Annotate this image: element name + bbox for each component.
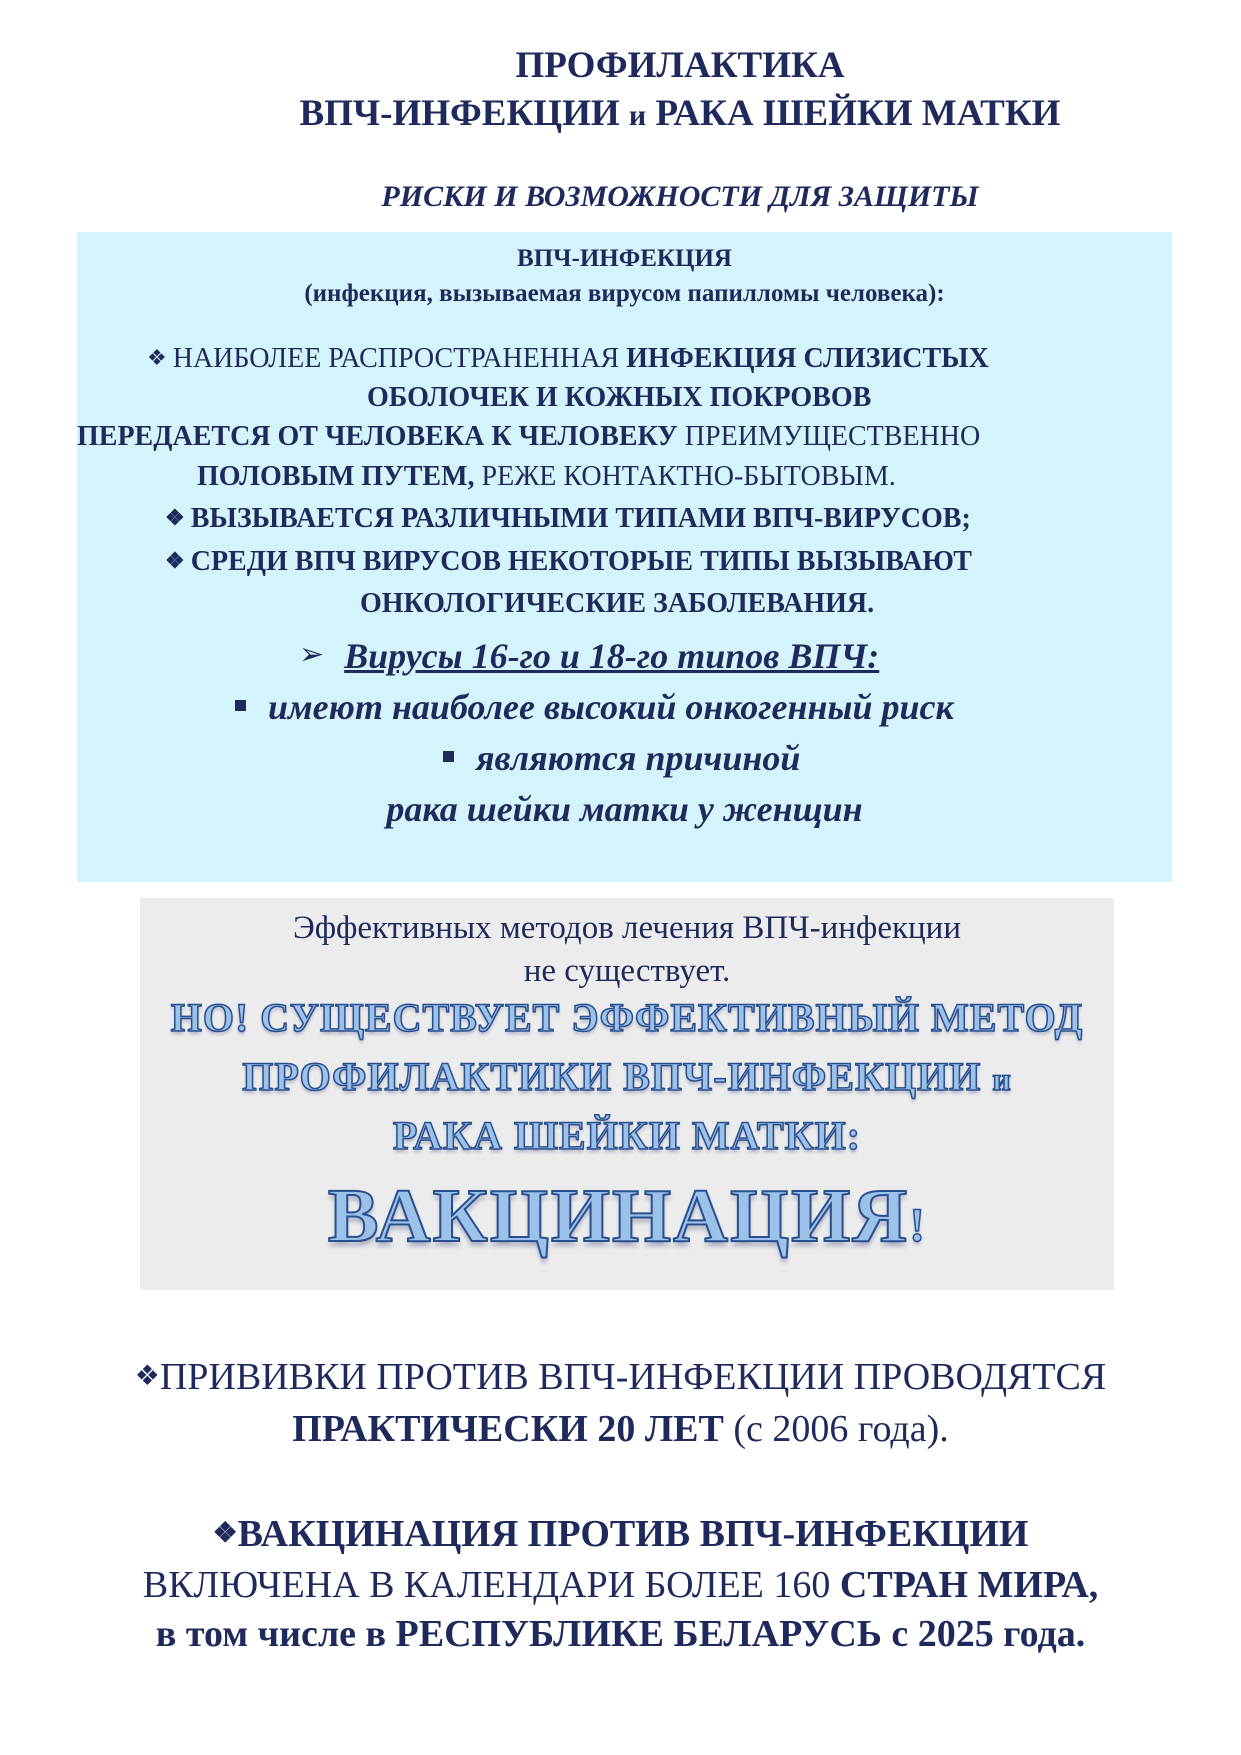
risk-item-1 bbox=[235, 688, 954, 728]
belarus-name: РЕСПУБЛИКЕ БЕЛАРУСЬ bbox=[395, 1613, 882, 1655]
title-hpv: ВПЧ-ИНФЕКЦИИ bbox=[299, 93, 620, 134]
bullet-types-text: ВЫЗЫВАЕТСЯ РАЗЛИЧНЫМИ ТИПАМИ ВПЧ-ВИРУСОВ; bbox=[190, 503, 971, 534]
effective-method-line2-text: ПРОФИЛАКТИКИ ВПЧ-ИНФЕКЦИИ bbox=[242, 1054, 982, 1099]
sexual-route-rest: РЕЖЕ КОНТАКТНО-БЫТОВЫМ. bbox=[474, 461, 896, 492]
transmission-rest: ПРЕИМУЩЕСТВЕННО bbox=[677, 421, 981, 452]
risk-item-2 bbox=[443, 739, 800, 779]
bullet-most-common-text: НАИБОЛЕЕ РАСПРОСТРАНЕННАЯ bbox=[172, 343, 627, 374]
diamond-bullet-icon: ❖ bbox=[212, 1518, 238, 1549]
effective-method-line1: НО! СУЩЕСТВУЕТ ЭФФЕКТИВНЫЙ МЕТОД bbox=[170, 995, 1084, 1040]
diamond-bullet-icon: ❖ bbox=[147, 345, 167, 370]
effective-method-line3: РАКА ШЕЙКИ МАТКИ: bbox=[392, 1113, 862, 1158]
vaccination-calendar-line2 bbox=[0, 1563, 1241, 1607]
square-bullet-icon bbox=[235, 700, 246, 711]
belarus-year: с 2025 года. bbox=[881, 1613, 1086, 1655]
vaccination-exclamation: ! bbox=[909, 1199, 927, 1252]
no-treatment-line2: не существует. bbox=[523, 953, 731, 989]
vaccination-panel bbox=[140, 898, 1114, 1290]
diamond-bullet-icon: ❖ bbox=[165, 505, 185, 530]
page-title-line2 bbox=[0, 92, 1241, 135]
virus-types-heading bbox=[299, 637, 879, 677]
page-subtitle: РИСКИ И ВОЗМОЖНОСТИ ДЛЯ ЗАЩИТЫ bbox=[381, 180, 979, 213]
calendar-countries-plain: ВКЛЮЧЕНА В КАЛЕНДАРИ БОЛЕЕ 160 bbox=[142, 1564, 840, 1606]
belarus-prefix: в том числе в bbox=[155, 1613, 396, 1655]
vaccination-history-text: ПРИВИВКИ ПРОТИВ ВПЧ-ИНФЕКЦИИ ПРОВОДЯТСЯ bbox=[159, 1356, 1107, 1398]
diamond-bullet-icon: ❖ bbox=[165, 548, 185, 573]
no-treatment-line1: Эффективных методов лечения ВПЧ-инфекции bbox=[293, 910, 961, 946]
title-cancer: РАКА ШЕЙКИ МАТКИ bbox=[655, 93, 1061, 134]
risk-item-2-text: являются причиной bbox=[476, 738, 801, 778]
bullet-most-common bbox=[147, 344, 989, 375]
vaccination-history-line1 bbox=[0, 1355, 1241, 1399]
risk-item-2-line2 bbox=[77, 790, 1172, 830]
hpv-info-panel bbox=[77, 232, 1172, 882]
diamond-bullet-icon: ❖ bbox=[134, 1361, 160, 1392]
vaccination-years-bold: ПРАКТИЧЕСКИ 20 ЛЕТ bbox=[292, 1408, 724, 1450]
calendar-countries-bold: СТРАН МИРА, bbox=[839, 1564, 1099, 1606]
transmission-bold: ПЕРЕДАЕТСЯ ОТ ЧЕЛОВЕКА К ЧЕЛОВЕКУ bbox=[77, 421, 678, 452]
title-and: и bbox=[628, 99, 647, 132]
vaccination-calendar-line3 bbox=[0, 1612, 1241, 1656]
square-bullet-icon bbox=[443, 751, 454, 762]
vaccination-history-line2 bbox=[0, 1407, 1241, 1451]
vaccination-calendar-line1 bbox=[0, 1512, 1241, 1556]
bullet-types bbox=[165, 504, 971, 535]
bullet-oncogenic-text: СРЕДИ ВПЧ ВИРУСОВ НЕКОТОРЫЕ ТИПЫ ВЫЗЫВАЮТ bbox=[190, 546, 972, 577]
risk-item-2-line2-text: рака шейки матки у женщин bbox=[386, 789, 863, 829]
risk-item-1-text: имеют наиболее высокий онкогенный риск bbox=[268, 687, 954, 727]
vaccination-word: ВАКЦИНАЦИЯ bbox=[327, 1174, 910, 1258]
bullet-transmission-line bbox=[77, 422, 980, 453]
virus-types-text: Вирусы 16-го и 18-го типов ВПЧ: bbox=[344, 636, 880, 676]
bullet-transmission-line2 bbox=[197, 462, 896, 493]
hpv-heading-subtitle: (инфекция, вызываемая вирусом папилломы человека): bbox=[304, 280, 945, 307]
hpv-heading: ВПЧ-ИНФЕКЦИЯ bbox=[517, 245, 732, 272]
sexual-route-bold: ПОЛОВЫМ ПУТЕМ, bbox=[197, 461, 475, 492]
vaccination-callout bbox=[140, 1173, 1114, 1260]
bullet-oncogenic-line2: ОНКОЛОГИЧЕСКИЕ ЗАБОЛЕВАНИЯ. bbox=[360, 588, 875, 619]
effective-method-line2 bbox=[140, 1053, 1114, 1100]
effective-method-and: и bbox=[992, 1061, 1012, 1097]
bullet-most-common-bold: ИНФЕКЦИЯ СЛИЗИСТЫХ bbox=[626, 343, 989, 374]
bullet-most-common-line2: ОБОЛОЧЕК И КОЖНЫХ ПОКРОВОВ bbox=[367, 382, 872, 413]
arrow-bullet-icon: ➢ bbox=[299, 638, 325, 671]
page-title: ПРОФИЛАКТИКА bbox=[515, 45, 845, 86]
vaccination-years-rest: (с 2006 года). bbox=[723, 1408, 949, 1450]
bullet-oncogenic bbox=[165, 547, 972, 578]
vaccination-calendar-heading: ВАКЦИНАЦИЯ ПРОТИВ ВПЧ-ИНФЕКЦИИ bbox=[237, 1513, 1029, 1555]
